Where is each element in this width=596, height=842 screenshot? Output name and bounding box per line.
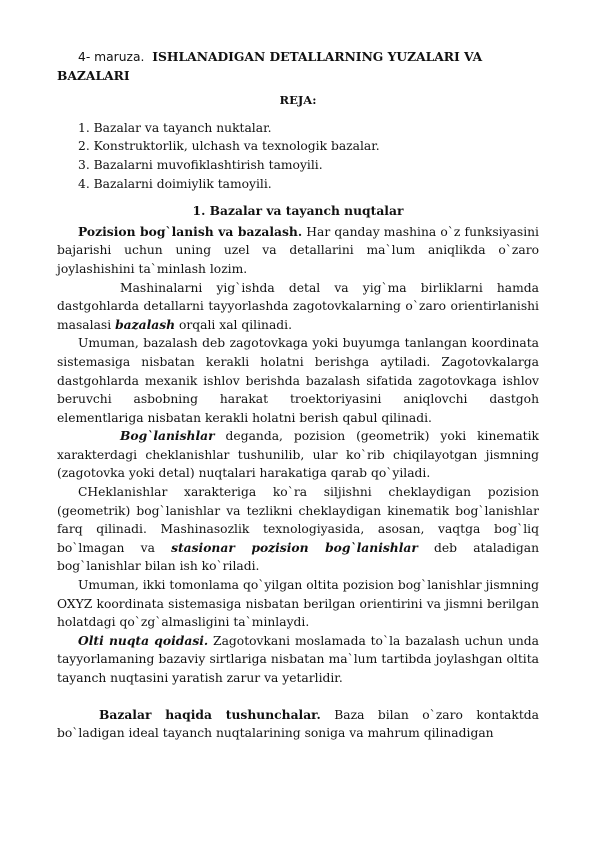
- paragraph-text: Har qanday mashina o`z funksiyasini bajarishi uchun uning uzel va detallarini ma`lum aniqlikda o`zaro joylashishini ta`minlash lozim.: [57, 224, 539, 276]
- lecture-heading: ISHLANADIGAN DETALLARNING YUZALARI VA BAZALARI: [57, 49, 483, 83]
- paragraph: [57, 223, 539, 279]
- plan-item: 3. Bazalarni muvofiklashtirish tamoyili.: [78, 157, 323, 172]
- paragraph-text: Mashinalarni yig`ishda detal va yig`ma birliklarni hamda dastgohlarda detallarni tayyorlashda zagotovkalarning o`zaro orientirlanishi masalasi: [57, 280, 539, 332]
- paragraph-text: deb ataladigan bog`lanishlar bilan ish ko`riladi.: [57, 540, 539, 574]
- term-bold-italic: Olti nuqta qoidasi.: [78, 632, 209, 648]
- term-bold: Bazalar haqida tushunchalar.: [99, 706, 321, 722]
- plan-item: 2. Konstruktorlik, ulchash va texnologik bazalar.: [78, 139, 380, 154]
- paragraph: [57, 483, 539, 576]
- paragraph: [57, 279, 539, 335]
- paragraph: [57, 706, 539, 743]
- paragraph-text: Zagotovkani moslamada to`la bazalash uchun unda tayyorlamaning bazaviy sirtlariga nisbatan ma`lum tartibda joylashgan oltita tayanch nuqtasini yaratish zarur va yetarlidir.: [57, 633, 539, 685]
- paragraph: Umuman, ikki tomonlama qo`yilgan oltita pozision bog`lanishlar jismning OXYZ koordinata sistemasiga nisbatan berilgan orientirini va jismni berilgan holatdagi qo`zg`almasligini ta`minlaydi.: [57, 578, 539, 630]
- paragraph: [57, 632, 539, 688]
- spacer: [57, 688, 539, 706]
- paragraph-text: CHeklanishlar xarakteriga ko`ra siljishni cheklaydigan pozision (geometrik) bog`lanishlar va tezlikni cheklaydigan kinematik bog`lanishlar farq qilinadi. Mashinasozlik texnologiyasida, asosan, vaqtga bog`liq bo`lmagan va: [57, 485, 539, 555]
- plan-item: 1. Bazalar va tayanch nuktalar.: [78, 120, 272, 135]
- plan-list: [57, 119, 539, 193]
- term-bold-italic: bazalash: [115, 316, 176, 332]
- plan-heading: REJA:: [279, 93, 317, 108]
- term-bold-italic: stasionar pozision bog`lanishlar: [171, 539, 418, 555]
- paragraph: Umuman, bazalash deb zagotovkaga yoki buyumga tanlangan koordinata sistemasiga nisbatan kerakli holatni berishga aytiladi. Zagotovkalarga dastgohlarda mexanik ishlov berishda bazalash sifatida zagotovkaga ishlov beruvchi asbobning harakat troektoriyasini aniqlovchi dastgoh elementlariga nisbatan kerakli holatni berish qabul qilinadi.: [57, 336, 539, 425]
- term-bold: Pozision bog`lanish va bazalash.: [78, 223, 303, 239]
- paragraph-text: Baza bilan o`zaro kontaktda bo`ladigan ideal tayanch nuqtalarining soniga va mahrum qilinadigan: [57, 707, 539, 741]
- plan-item: 4. Bazalarni doimiylik tamoyili.: [78, 176, 272, 191]
- section-heading: 1. Bazalar va tayanch nuqtalar: [192, 203, 404, 219]
- paragraph-text: orqali xal qilinadi.: [175, 317, 293, 332]
- page-content: [57, 48, 539, 743]
- lecture-number: 4- maruza.: [78, 50, 145, 64]
- term-bold-italic: Bog`lanishlar: [120, 428, 215, 444]
- paragraph-text: deganda, pozision (geometrik) yoki kinematik xarakterdagi cheklanishlar tushunilib, ular ko`rib chiqilayotgan jismning (zagotovka yoki detal) nuqtalari harakatiga qarab qo`yiladi.: [57, 429, 539, 481]
- paragraph: [57, 427, 539, 483]
- lecture-title: [57, 48, 539, 85]
